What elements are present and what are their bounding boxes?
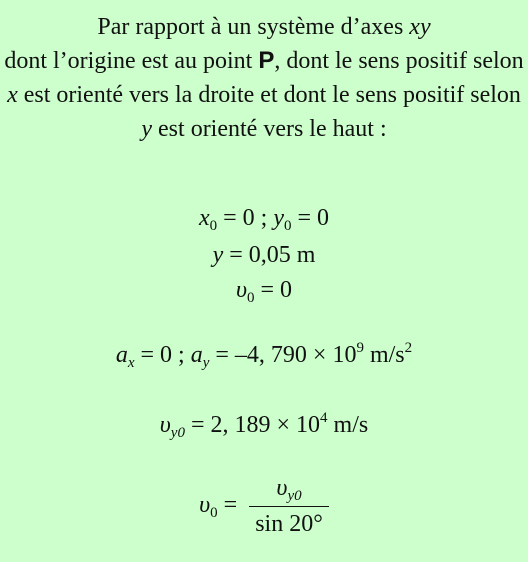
eq5-unit: m/s — [327, 412, 369, 438]
eq3-rhs: = 0 — [254, 277, 293, 303]
intro-axes-var: xy — [409, 14, 431, 40]
eq4-ay-symbol: a — [190, 342, 203, 368]
eq4-ay-subscript: y — [202, 355, 210, 371]
intro-y-var: y — [141, 116, 153, 142]
eq4-ax-rhs: = 0 ; — [134, 342, 191, 368]
equation-speed-fraction — [0, 475, 528, 538]
eq6-lhs-symbol: υ — [199, 492, 211, 519]
eq1-y-symbol: y — [273, 205, 284, 231]
eq1-x-rhs: = 0 ; — [217, 205, 274, 231]
eq4-unit: m/s — [363, 342, 405, 368]
eq4-unit-exponent: 2 — [404, 340, 413, 356]
fraction — [249, 475, 329, 538]
intro-text-4: est orienté vers la droite et dont le sens positif selon — [17, 82, 521, 108]
equation-acceleration — [0, 342, 528, 369]
eq6-lhs-subscript: 0 — [210, 505, 218, 522]
eq3-subscript: 0 — [246, 290, 255, 306]
equation-vertical-velocity — [0, 412, 528, 439]
eq6-num-subscript: y0 — [287, 488, 302, 504]
intro-x-var: x — [7, 82, 18, 108]
eq1-y-rhs: = 0 — [291, 205, 330, 231]
intro-paragraph — [0, 10, 528, 146]
eq1-x-subscript: 0 — [209, 218, 218, 234]
eq4-ax-symbol: a — [115, 342, 128, 368]
intro-text-2: dont l’origine est au point — [4, 48, 259, 74]
intro-text-1: Par rapport à un système d’axes — [97, 14, 410, 40]
equation-initial-speed — [0, 277, 528, 304]
eq5-exponent: 4 — [320, 410, 328, 426]
eq3-symbol: υ — [235, 277, 247, 303]
equation-height — [0, 242, 528, 269]
eq2-symbol: y — [212, 242, 224, 268]
eq5-subscript: y0 — [170, 425, 185, 441]
fraction-denominator: sin 20° — [255, 511, 323, 537]
intro-text-5: est orienté vers le haut : — [152, 116, 387, 142]
eq1-x-symbol: x — [198, 205, 210, 231]
intro-text-3: , dont le sens positif selon — [274, 48, 524, 74]
eq6-num-symbol: υ — [276, 475, 288, 501]
eq4-exponent: 9 — [356, 340, 364, 356]
eq4-ay-rhs: = –4, 790 × 10 — [209, 342, 357, 368]
equation-initial-position — [0, 205, 528, 232]
eq2-rhs: = 0,05 m — [223, 242, 316, 268]
eq4-ax-subscript: x — [127, 355, 135, 371]
eq1-y-subscript: 0 — [283, 218, 292, 234]
fraction-numerator — [249, 475, 329, 507]
eq5-symbol: υ — [159, 412, 171, 438]
eq5-rhs: = 2, 189 × 10 — [184, 412, 321, 438]
intro-point-label: P — [258, 47, 275, 74]
eq6-equals: = — [217, 492, 244, 519]
